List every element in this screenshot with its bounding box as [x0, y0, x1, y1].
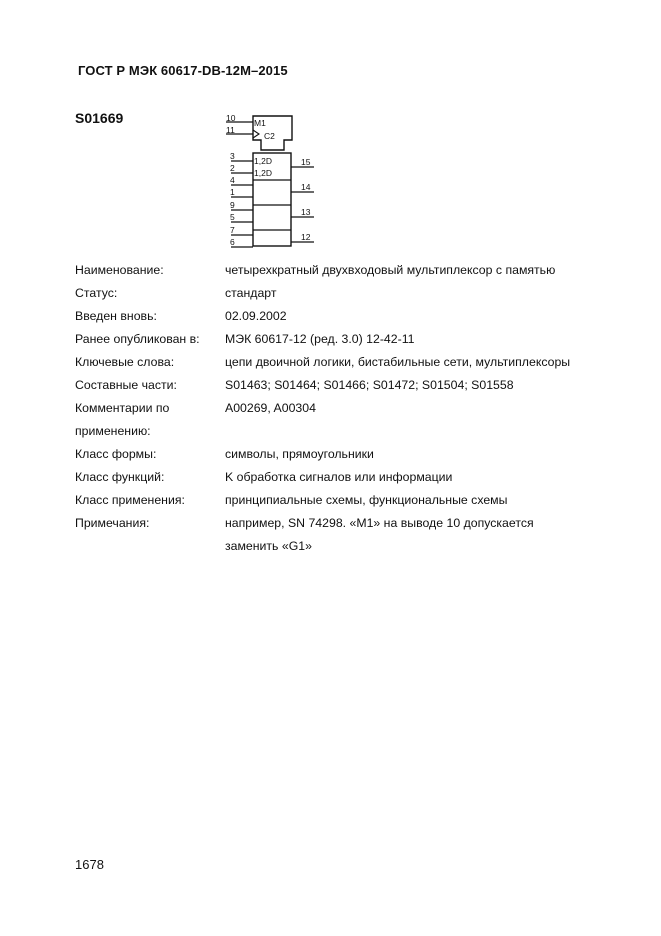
control-label-m1: M1: [254, 118, 266, 128]
multiplexer-symbol-svg: [226, 112, 326, 252]
property-row-name: [75, 259, 635, 282]
property-value: стандарт: [225, 286, 277, 300]
property-value: A00269, A00304: [225, 401, 316, 415]
cell-label-b: 1,2D: [254, 168, 272, 178]
property-row-status: [75, 282, 635, 305]
property-label: Класс функций:: [75, 470, 165, 484]
property-value: 02.09.2002: [225, 309, 287, 323]
property-label: Класс применения:: [75, 493, 185, 507]
properties-table: [75, 259, 635, 558]
property-value: символы, прямоугольники: [225, 447, 374, 461]
cells-outline: [253, 153, 291, 246]
pin-label-6: 6: [230, 237, 235, 247]
property-label: Комментарии по применению:: [75, 401, 170, 438]
pin-label-1: 1: [230, 187, 235, 197]
property-label: Введен вновь:: [75, 309, 157, 323]
control-label-c2: C2: [264, 131, 275, 141]
property-label: Ранее опубликован в:: [75, 332, 200, 346]
property-row-application-notes: [75, 397, 635, 443]
property-row-function-class: [75, 466, 635, 489]
property-label: Примечания:: [75, 516, 150, 530]
pin-label-13: 13: [301, 207, 311, 217]
property-value: S01463; S01464; S01466; S01472; S01504; S01558: [225, 378, 514, 392]
pin-label-3: 3: [230, 151, 235, 161]
dynamic-input-indicator: [253, 130, 259, 138]
symbol-code: S01669: [75, 110, 124, 126]
property-value: например, SN 74298. «M1» на выводе 10 допускается заменить «G1»: [225, 516, 534, 553]
pin-label-11: 11: [226, 125, 235, 135]
pin-label-15: 15: [301, 157, 311, 167]
logic-symbol-diagram: [226, 112, 326, 252]
property-value: K обработка сигналов или информации: [225, 470, 453, 484]
property-row-notes: [75, 512, 635, 558]
pin-label-10: 10: [226, 113, 236, 123]
property-row-introduced: [75, 305, 635, 328]
property-label: Статус:: [75, 286, 118, 300]
property-value: принципиальные схемы, функциональные схемы: [225, 493, 508, 507]
pin-label-9: 9: [230, 200, 235, 210]
property-row-previously-published: [75, 328, 635, 351]
property-row-keywords: [75, 351, 635, 374]
property-row-application-class: [75, 489, 635, 512]
property-row-components: [75, 374, 635, 397]
pin-label-7: 7: [230, 225, 235, 235]
document-header: ГОСТ Р МЭК 60617-DB-12M–2015: [78, 63, 288, 78]
pin-label-4: 4: [230, 175, 235, 185]
cell-label-a: 1,2D: [254, 156, 272, 166]
pin-label-2: 2: [230, 163, 235, 173]
property-value: цепи двоичной логики, бистабильные сети, мультиплексоры: [225, 355, 571, 369]
property-label: Класс формы:: [75, 447, 157, 461]
pin-label-5: 5: [230, 212, 235, 222]
property-label: Составные части:: [75, 378, 177, 392]
property-row-shape-class: [75, 443, 635, 466]
property-label: Наименование:: [75, 263, 164, 277]
pin-label-14: 14: [301, 182, 311, 192]
pin-label-12: 12: [301, 232, 311, 242]
property-value: четырехкратный двухвходовый мультиплексор с памятью: [225, 263, 556, 277]
property-value: МЭК 60617-12 (ред. 3.0) 12-42-11: [225, 332, 415, 346]
property-label: Ключевые слова:: [75, 355, 175, 369]
page-number: 1678: [75, 857, 104, 872]
